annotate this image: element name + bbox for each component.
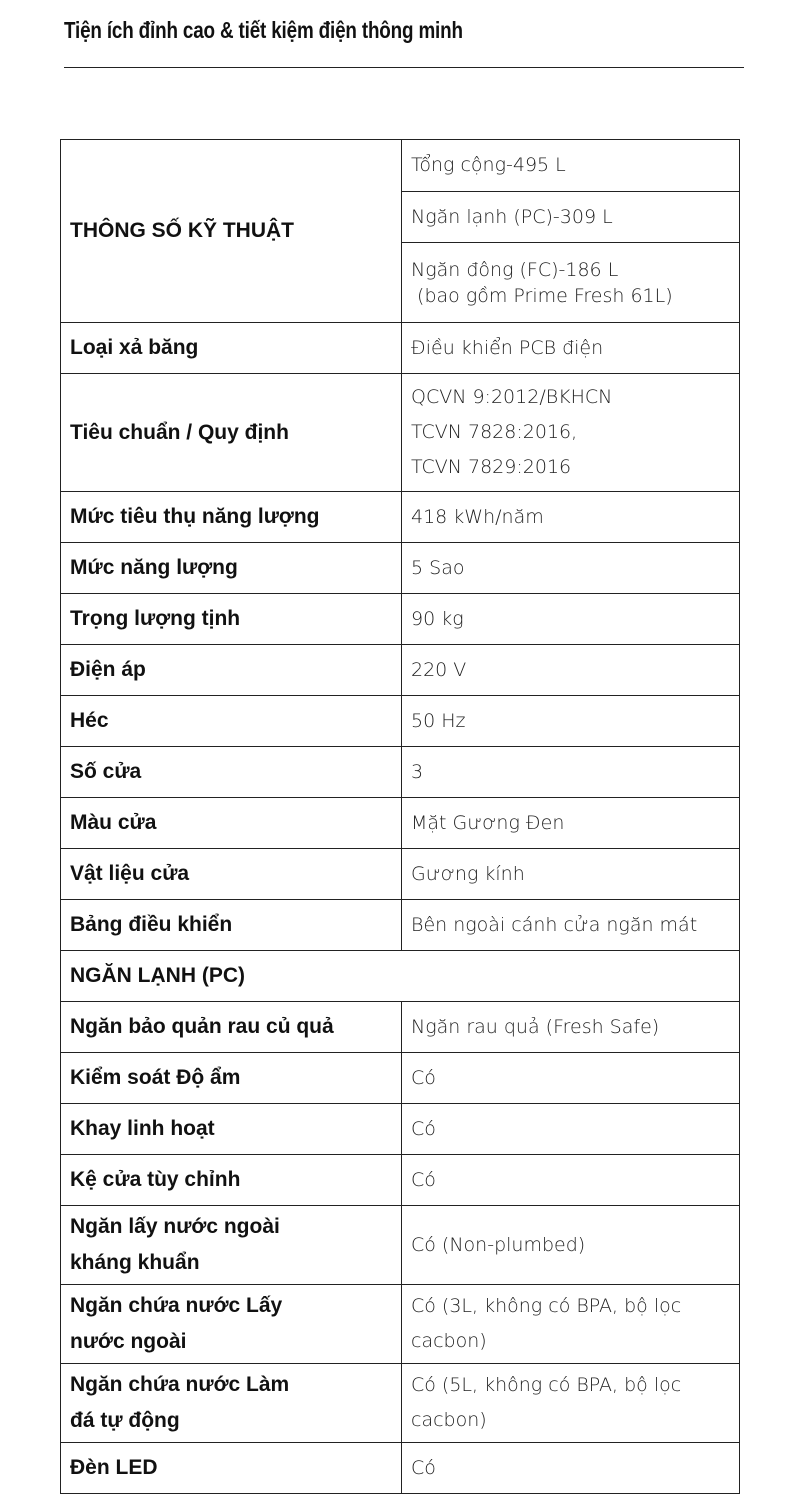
spec-label: Bảng điều khiển [61, 900, 402, 951]
spec-label: Mức năng lượng [61, 543, 402, 594]
spec-table [60, 139, 740, 1494]
spec-value: Mặt Gương Đen [402, 798, 740, 849]
spec-value: Ngăn rau quả (Fresh Safe) [402, 1002, 740, 1053]
table-row [61, 543, 740, 594]
spec-label-line: Ngăn chứa nước Lấy [70, 1294, 283, 1317]
spec-label-defrost: Loại xả băng [61, 323, 402, 374]
spec-label-line: kháng khuẩn [70, 1251, 200, 1274]
spec-label: Héc [61, 696, 402, 747]
standard-line: TCVN 7828:2016, [411, 421, 578, 443]
table-row [61, 798, 740, 849]
table-row [61, 1364, 740, 1443]
spec-label [61, 1364, 402, 1443]
spec-value: 220 V [402, 645, 740, 696]
table-row [61, 696, 740, 747]
spec-value-line: cacbon) [411, 1409, 487, 1431]
spec-value-capacity-total: Tổng cộng-495 L [402, 140, 740, 192]
spec-value: 90 kg [402, 594, 740, 645]
spec-rows-general [61, 492, 740, 951]
spec-value-led: Có [402, 1443, 740, 1494]
spec-value: Có [402, 1104, 740, 1155]
spec-label: Mức tiêu thụ năng lượng [61, 492, 402, 543]
spec-label-capacity: THÔNG SỐ KỸ THUẬT [61, 140, 402, 323]
spec-label: Màu cửa [61, 798, 402, 849]
table-row [61, 492, 740, 543]
table-row [61, 900, 740, 951]
capacity-fc-line: Ngăn đông (FC)-186 L [411, 258, 619, 281]
spec-value: Gương kính [402, 849, 740, 900]
spec-rows-pc-multiline [61, 1206, 740, 1443]
spec-label [61, 1285, 402, 1364]
spec-value: 418 kWh/năm [402, 492, 740, 543]
spec-value-line: Có (3L, không có BPA, bộ lọc [411, 1295, 682, 1317]
spec-label-line: nước ngoài [70, 1330, 187, 1353]
spec-label: Kiểm soát Độ ẩm [61, 1053, 402, 1104]
spec-value-capacity-fc [402, 243, 740, 323]
spec-value [402, 1364, 740, 1443]
spec-value: Bên ngoài cánh cửa ngăn mát [402, 900, 740, 951]
title-divider [64, 67, 744, 68]
table-row [61, 1104, 740, 1155]
table-row [61, 1285, 740, 1364]
spec-label-led: Đèn LED [61, 1443, 402, 1494]
section-header-pc: NGĂN LẠNH (PC) [61, 951, 740, 1002]
spec-label-standard: Tiêu chuẩn / Quy định [61, 374, 402, 492]
spec-value-line: Có (Non-plumbed) [411, 1233, 586, 1256]
table-row [61, 747, 740, 798]
spec-value-capacity-pc: Ngăn lạnh (PC)-309 L [402, 192, 740, 243]
table-row [61, 645, 740, 696]
spec-label-line: Ngăn chứa nước Làm [70, 1373, 290, 1396]
standard-line: TCVN 7829:2016 [411, 456, 572, 478]
spec-value-line: cacbon) [411, 1330, 487, 1352]
spec-value: 50 Hz [402, 696, 740, 747]
spec-value-standard [402, 374, 740, 492]
table-row [61, 1053, 740, 1104]
table-row [61, 594, 740, 645]
spec-label: Ngăn bảo quản rau củ quả [61, 1002, 402, 1053]
capacity-fc-note: (bao gồm Prime Fresh 61L) [411, 284, 673, 307]
spec-value [402, 1285, 740, 1364]
spec-value: 5 Sao [402, 543, 740, 594]
table-row [61, 1206, 740, 1285]
table-row [61, 1155, 740, 1206]
spec-label-line: Ngăn lấy nước ngoài [70, 1215, 280, 1238]
page-title: Tiện ích đỉnh cao & tiết kiệm điện thông minh [64, 17, 463, 43]
spec-label: Kệ cửa tùy chỉnh [61, 1155, 402, 1206]
spec-value-defrost: Điều khiển PCB điện [402, 323, 740, 374]
spec-label: Số cửa [61, 747, 402, 798]
spec-value: Có [402, 1053, 740, 1104]
spec-value [402, 1206, 740, 1285]
spec-value: 3 [402, 747, 740, 798]
spec-label: Điện áp [61, 645, 402, 696]
table-row [61, 1002, 740, 1053]
spec-label: Vật liệu cửa [61, 849, 402, 900]
spec-value: Có [402, 1155, 740, 1206]
spec-label [61, 1206, 402, 1285]
spec-label: Khay linh hoạt [61, 1104, 402, 1155]
spec-value-line: Có (5L, không có BPA, bộ lọc [411, 1374, 682, 1396]
spec-label: Trọng lượng tịnh [61, 594, 402, 645]
table-row [61, 849, 740, 900]
spec-label-line: đá tự động [70, 1409, 180, 1432]
standard-line: QCVN 9:2012/BKHCN [411, 386, 613, 408]
spec-rows-pc [61, 1002, 740, 1206]
